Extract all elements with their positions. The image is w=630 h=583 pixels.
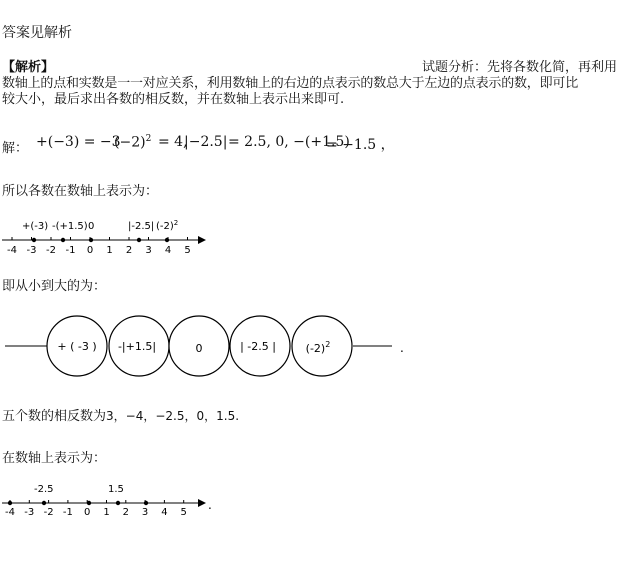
axis1-tick-label-6: 2 (125, 245, 133, 256)
axis2-point-1p5 (116, 501, 120, 505)
axis1-label-abs-neg2p5: |-2.5| (128, 221, 155, 232)
circle-1-label: + ( -3 ) (57, 340, 97, 353)
axis2-tick-label-3: -1 (62, 507, 73, 518)
axis1-label-neg-plus1p5: -(+1.5) (52, 221, 88, 232)
axis1-intro: 所以各数在数轴上表示为： (2, 184, 159, 199)
axis2-tick-label-7: 3 (141, 507, 149, 518)
axis2-label-1p5: 1.5 (108, 484, 124, 495)
axis1-point-2p5 (137, 238, 141, 242)
axis2-tick-label-8: 4 (161, 507, 168, 518)
order-chain (0, 310, 420, 385)
axis1-tick-label-8: 4 (164, 245, 172, 256)
opposites-line (2, 405, 239, 424)
circle-4-label: | -2.5 | (240, 340, 276, 353)
axis1-label-neg2-exp: 2 (173, 219, 179, 227)
chain-end-dot: . (400, 341, 404, 355)
axis1-point-0 (89, 238, 93, 242)
solution-expr-2 (114, 134, 151, 151)
axis1-tick-label-0: -4 (7, 245, 17, 256)
axis2-arrow (198, 499, 206, 507)
analysis-tag: 【解析】 (2, 60, 55, 75)
axis2-tick-label-0: -4 (5, 507, 15, 518)
axis1-tick-label-2: -2 (46, 245, 56, 256)
axis1-label-plus-neg3: +(-3) (22, 221, 49, 232)
axis1-label-zero: 0 (88, 221, 95, 232)
axis1-point-neg1p5 (61, 238, 65, 242)
axis2-point-neg2p5 (42, 501, 46, 505)
opposites-prefix: 五个数的相反数为 (2, 409, 107, 424)
circle-3-label: 0 (195, 342, 203, 355)
solution-label: 解： (2, 141, 29, 156)
axis2-end-dot: . (208, 498, 212, 512)
axis2-tick-label-4: 0 (84, 507, 91, 518)
axis1-tick-label-9: 5 (184, 245, 191, 256)
axis2-intro: 在数轴上表示为： (2, 451, 107, 466)
axis2-point-3 (144, 501, 148, 505)
axis2-tick-label-5: 1 (103, 507, 110, 518)
solution-expr-2-base: (−2) (114, 134, 146, 151)
circle-5-exp: 2 (325, 340, 331, 349)
axis1-tick-label-5: 1 (106, 245, 113, 256)
axis1-point-neg3 (32, 238, 36, 242)
circle-5-base: (-2) (305, 342, 326, 355)
axis1-tick-label-3: -1 (65, 245, 76, 256)
solution-expr-3: = 4, (158, 134, 188, 150)
axis1-tick-label-1: -3 (26, 245, 37, 256)
opposites-values: 3，−4，−2.5，0，1.5. (106, 409, 240, 423)
axis1-point-4 (165, 238, 169, 242)
axis1-label-neg2-squared (156, 219, 178, 232)
number-line-2 (0, 475, 230, 525)
analysis-line-3: 较大小，最后求出各数的相反数，并在数轴上表示出来即可. (2, 92, 345, 107)
axis1-tick-label-7: 3 (145, 245, 152, 256)
axis2-point-0 (87, 501, 91, 505)
axis2-point-neg4 (8, 501, 12, 505)
axis2-tick-label-1: -3 (24, 507, 35, 518)
solution-expr-2-exp: 2 (145, 134, 152, 144)
solution-expr-4: |−2.5| (184, 134, 228, 150)
solution-expr-6: = −1.5 ， (326, 137, 395, 153)
axis2-tick-label-2: -2 (43, 507, 54, 518)
order-intro: 即从小到大的为： (2, 279, 107, 294)
axis1-tick-label-4: 0 (86, 245, 94, 256)
solution-expr-1: +(−3) = −3 (36, 134, 121, 150)
analysis-intro: 试题分析：先将各数化简，再利用 (422, 60, 618, 75)
number-line-1 (0, 210, 230, 260)
axis2-tick-label-6: 2 (122, 507, 129, 518)
analysis-line-2: 数轴上的点和实数是一一对应关系，利用数轴上的右边的点表示的数总大于左边的点表示的数，即可比 (2, 76, 579, 91)
axis2-label-neg2p5: -2.5 (34, 484, 54, 495)
axis1-arrow (198, 236, 206, 244)
answer-heading: 答案见解析 (2, 25, 72, 41)
axis1-label-neg2-base: (-2) (156, 221, 174, 232)
axis2-tick-label-9: 5 (180, 507, 187, 518)
solution-expr-5: = 2.5, 0, −(+1.5) (228, 134, 350, 150)
circle-2-label: -|+1.5| (117, 340, 157, 353)
